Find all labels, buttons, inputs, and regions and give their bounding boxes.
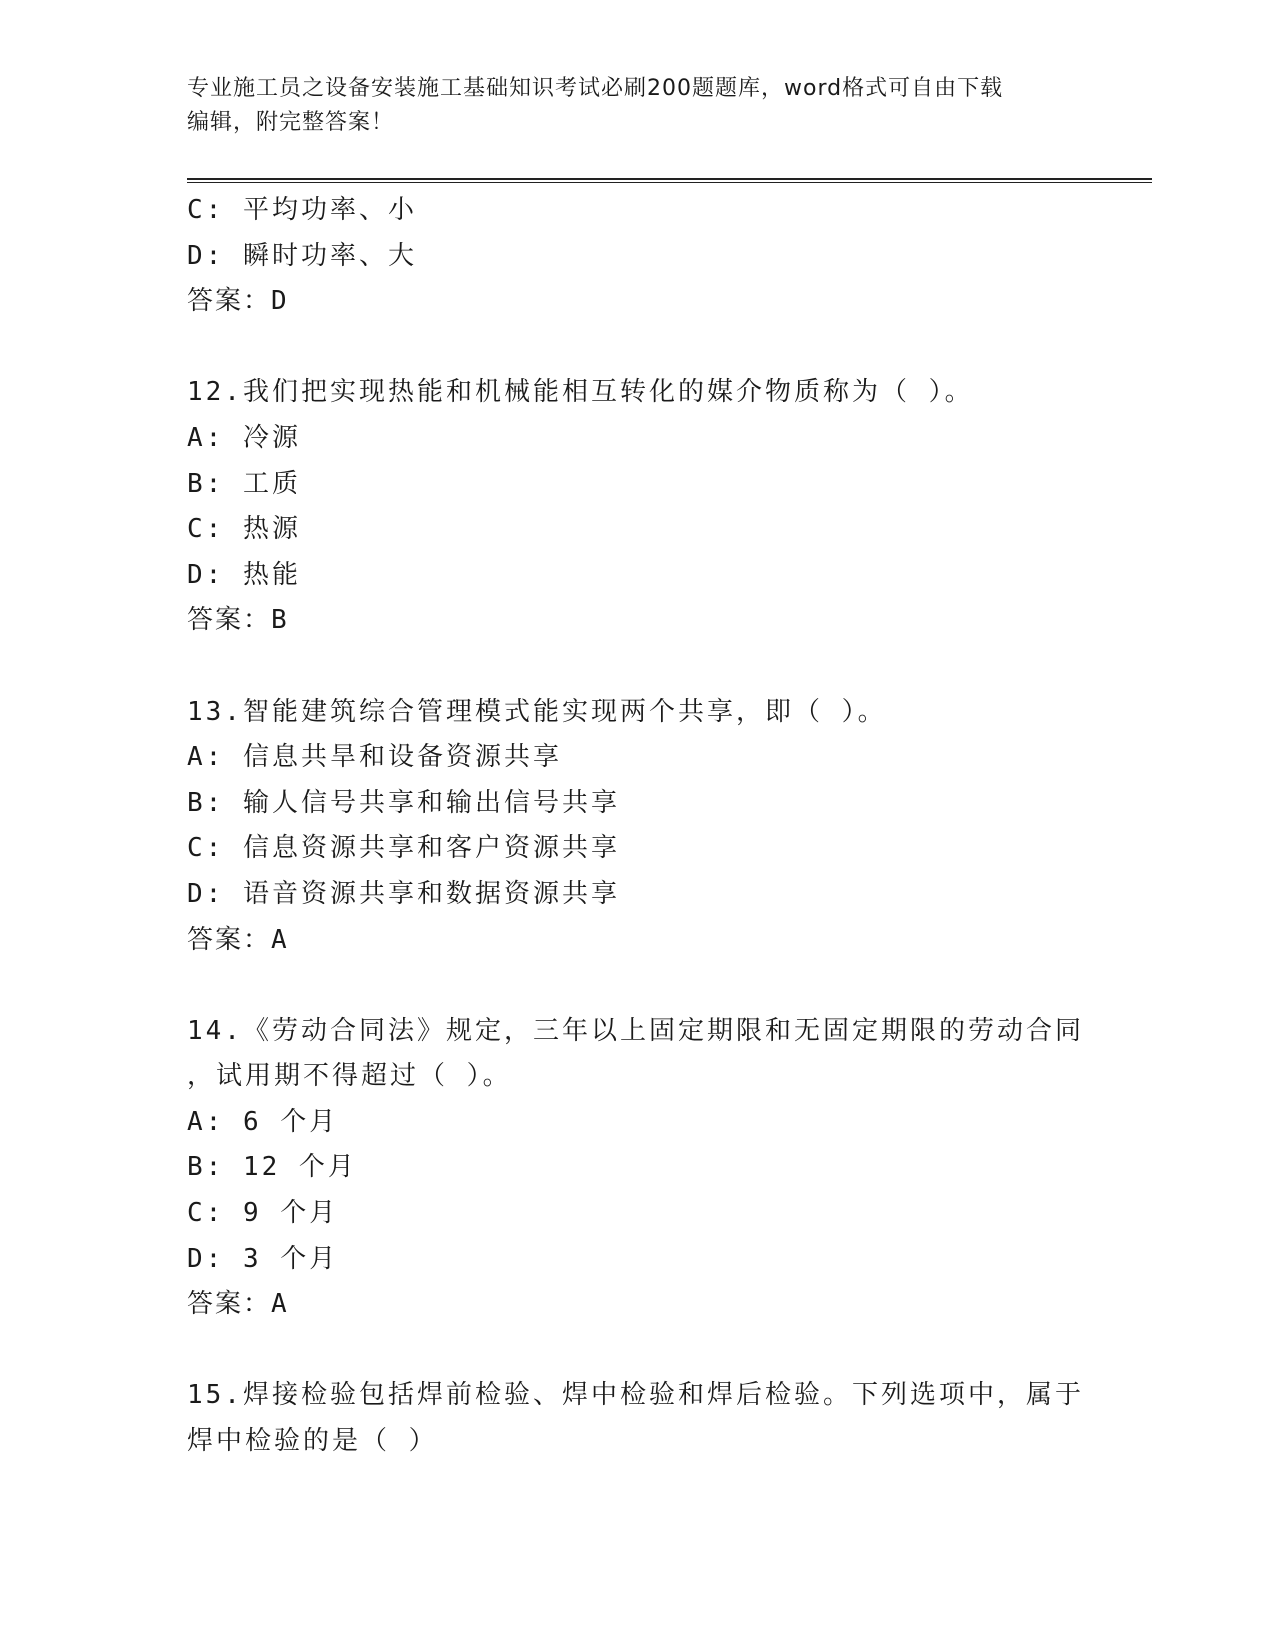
question-text-line-1: 14.《劳动合同法》规定，三年以上固定期限和无固定期限的劳动合同 [187,1015,1084,1046]
spacer [187,325,1087,371]
question-14 [187,1009,1087,1328]
spacer [187,1328,1087,1374]
answer-label: 答案： [187,924,272,955]
option-a: A: 信息共旱和设备资源共享 [187,742,562,773]
answer-line [187,1282,1087,1328]
question-12 [187,370,1087,644]
document-body [187,188,1087,1465]
header-title-line-1: 专业施工员之设备安装施工基础知识考试必刷200题题库，word格式可自由下载 [187,76,1004,101]
answer-line [187,918,1087,964]
header-divider [187,178,1152,183]
answer-label: 答案： [187,605,272,636]
option-d: D: 3 个月 [187,1243,339,1274]
option-a: A: 冷源 [187,422,301,453]
question-13 [187,690,1087,964]
question-text: 12.我们把实现热能和机械能相互转化的媒介物质称为（ ）。 [187,377,974,408]
answer-value: A [271,924,289,955]
option-c: C: 热源 [187,514,301,545]
page-header [187,72,1087,140]
prev-question-tail [187,188,1087,325]
option-d: D: 热能 [187,559,301,590]
option-d: D: 瞬时功率、大 [187,240,417,271]
answer-value: D [271,286,289,317]
option-b: B: 工质 [187,468,301,499]
question-text-line-2: 焊中检验的是（ ） [187,1426,438,1457]
question-text: 13.智能建筑综合管理模式能实现两个共享，即（ ）。 [187,696,887,727]
option-b: B: 输人信号共享和输出信号共享 [187,787,620,818]
answer-label: 答案： [187,286,272,317]
option-c: C: 平均功率、小 [187,195,417,225]
answer-line [187,279,1087,325]
question-15 [187,1373,1087,1464]
answer-line [187,598,1087,644]
question-text-line-2: ，试用期不得超过（ ）。 [187,1061,512,1092]
answer-value: A [271,1289,289,1320]
answer-value: B [271,605,289,636]
spacer [187,644,1087,690]
option-b: B: 12 个月 [187,1152,357,1183]
question-text-line-1: 15.焊接检验包括焊前检验、焊中检验和焊后检验。下列选项中，属于 [187,1380,1084,1411]
answer-label: 答案： [187,1289,272,1320]
option-d: D: 语音资源共享和数据资源共享 [187,878,620,909]
header-title-line-2: 编辑，附完整答案！ [187,110,395,135]
option-c: C: 信息资源共享和客户资源共享 [187,833,620,864]
option-c: C: 9 个月 [187,1198,339,1229]
option-a: A: 6 个月 [187,1106,339,1137]
spacer [187,963,1087,1009]
